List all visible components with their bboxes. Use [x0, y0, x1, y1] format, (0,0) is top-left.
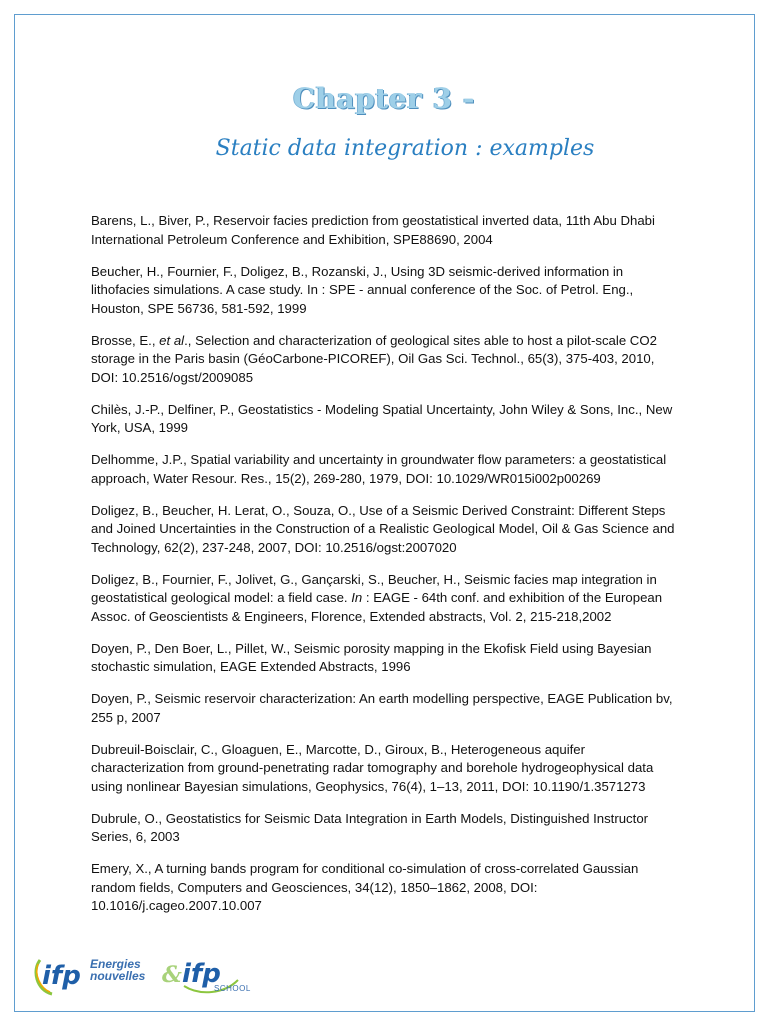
reference-item	[91, 212, 681, 249]
reference-text-continued: ., Selection and characterization of geological sites able to host a pilot-scale CO2 storage in the Paris basin (GéoCarbone-PICOREF), Oil Gas Sci. Technol., 65(3), 375-403, 2010, DOI: 10.2516/ogst/2009085	[91, 332, 657, 385]
reference-text: Doligez, B., Beucher, H. Lerat, O., Souza, O., Use of a Seismic Derived Constraint: Different Steps and Joined Uncertainties in the Construction of a Realistic Geological Model, Oil & Gas Science and Technology, 62(2), 237-248, 2007, DOI: 10.2516/ogst:2007020	[91, 502, 675, 555]
ifp-energies-nouvelles-logo	[34, 950, 159, 1003]
logo-line-nouvelles: nouvelles	[90, 969, 146, 983]
school-label: SCHOOL	[214, 984, 251, 993]
svg-text:ifp: ifp	[42, 961, 81, 991]
reference-item	[91, 332, 681, 388]
reference-item	[91, 571, 681, 627]
logo-line-energies: Energies	[90, 957, 141, 971]
chapter-subtitle: Static data integration : examples	[215, 136, 595, 161]
reference-italic-text: In	[351, 590, 363, 605]
reference-text: Doyen, P., Seismic reservoir characterization: An earth modelling perspective, EAGE Publication bv, 255 p, 2007	[91, 691, 673, 725]
energies-nouvelles-text	[90, 958, 145, 982]
reference-item	[91, 401, 681, 438]
reference-text: Beucher, H., Fournier, F., Doligez, B., Rozanski, J., Using 3D seismic-derived information in lithofacies simulations. A case study. In : SPE - annual conference of the Soc. of Petrol. Eng., Houston, SPE 56736, 581-592, 1999	[91, 263, 634, 316]
reference-item	[91, 263, 681, 319]
svg-text:ifp: ifp	[182, 959, 221, 989]
reference-item	[91, 860, 681, 916]
reference-list	[91, 212, 681, 929]
reference-text: Doligez, B., Fournier, F., Jolivet, G., Gançarski, S., Beucher, H., Seismic facies map integration in geostatistical geological model: a field case.	[91, 571, 657, 605]
reference-italic-text: et al	[159, 332, 185, 348]
reference-text: Dubrule, O., Geostatistics for Seismic Data Integration in Earth Models, Distinguished Instructor Series, 6, 2003	[91, 810, 649, 844]
ifp-school-logo	[180, 950, 251, 1003]
reference-text: Brosse, E.,	[91, 332, 160, 348]
reference-item	[91, 640, 681, 677]
reference-text: Doyen, P., Den Boer, L., Pillet, W., Seismic porosity mapping in the Ekofisk Field using Bayesian stochastic simulation, EAGE Extended Abstracts, 1996	[91, 640, 652, 674]
footer-logos	[34, 950, 251, 1000]
reference-item	[91, 810, 681, 847]
reference-text: Dubreuil-Boisclair, C., Gloaguen, E., Marcotte, D., Giroux, B., Heterogeneous aquifer characterization from ground-penetrating radar tomography and borehole hydrogeophysical data using nonlinear Bayesian simulations, Geophysics, 76(4), 1–13, 2011, DOI: 10.1190/1.3571273	[91, 741, 654, 794]
reference-item	[91, 502, 681, 558]
logo-separator: &	[162, 962, 182, 988]
reference-text: Delhomme, J.P., Spatial variability and uncertainty in groundwater flow parameters: a geostatistical approach, Water Resour. Res., 15(2), 269-280, 1979, DOI: 10.1029/WR015i002p00269	[91, 452, 667, 486]
reference-item	[91, 741, 681, 797]
reference-item	[91, 451, 681, 488]
reference-text: Barens, L., Biver, P., Reservoir facies prediction from geostatistical inverted data, 11th Abu Dhabi International Petroleum Conference and Exhibition, SPE88690, 2004	[91, 213, 655, 247]
reference-text: Emery, X., A turning bands program for conditional co-simulation of cross-correlated Gaussian random fields, Computers and Geosciences, 34(12), 1850–1862, 2008, DOI: 10.1016/j.cageo.2007.10.007	[91, 861, 639, 913]
reference-text: Chilès, J.-P., Delfiner, P., Geostatistics - Modeling Spatial Uncertainty, John Wiley & Sons, Inc., New York, USA, 1999	[91, 401, 673, 435]
reference-text-continued: : EAGE - 64th conf. and exhibition of the European Assoc. of Geoscientists & Engineers, Florence, Extended abstracts, Vol. 2, 215-218,2002	[91, 590, 663, 624]
reference-item	[91, 690, 681, 727]
chapter-title: Chapter 3 -	[293, 82, 475, 115]
